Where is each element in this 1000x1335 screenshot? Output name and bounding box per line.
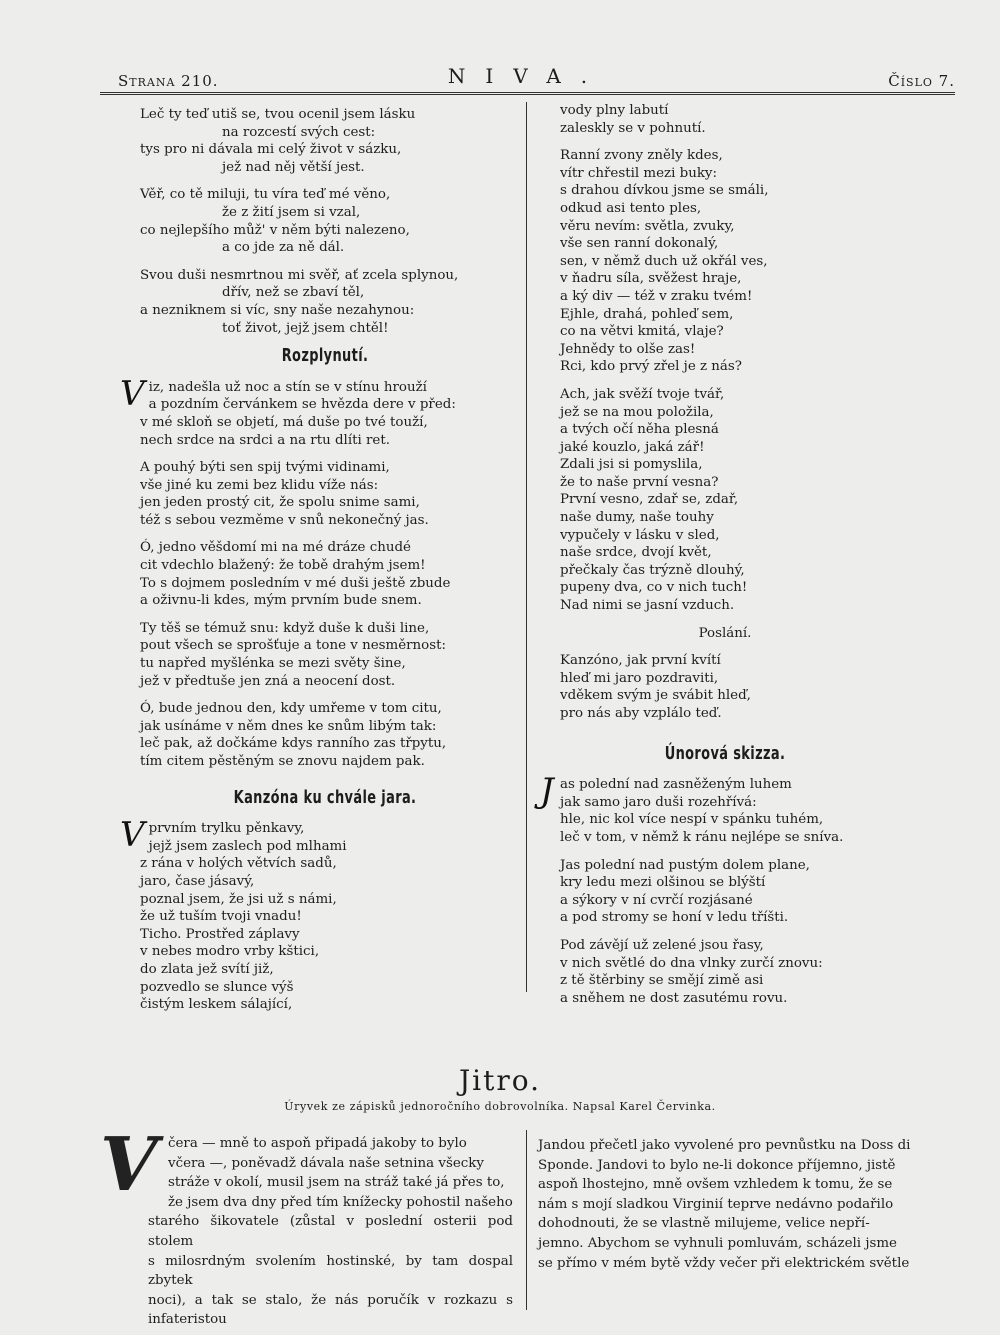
poem-line: odkud asi tento ples, [560,200,702,216]
poem-line: leč v tom, v němž k ránu nejlépe se sníva. [560,829,844,845]
stanza [140,267,510,337]
poem-line: v ňadru síla, svěžest hraje, [560,271,742,287]
article-title: Jitro. [458,1064,542,1097]
stanza [140,459,510,529]
poem-line: a tvých očí něha plesná [560,422,719,438]
stanza [560,937,890,1007]
poem-line: na rozcestí svých cest: [222,124,376,140]
poem-line: Jas polední nad pustým dolem plane, [560,857,810,873]
poem-line: sen, v němž duch už okřál ves, [560,253,768,269]
poem-line: čistým leskem sálající, [140,997,293,1013]
poem-title-rozplynuti: Rozplynutí. [281,345,369,367]
poem-line: poznal jsem, že jsi už s námi, [140,891,337,907]
poem-line: z tě štěrbiny se smějí zimě asi [560,973,764,989]
poem-line: a nezniknem si víc, sny naše nezahynou: [140,302,415,318]
page-header [100,62,955,92]
poem-line: a oživnu-li kdes, mým prvním bude snem. [140,593,422,609]
article-line: aspoň lhostejno, mně ovšem vzhledem k tomu, že se [538,1177,893,1193]
article-line: dohodnouti, že se vlastně milujeme, velice nepří- [538,1216,870,1232]
header-rule [100,92,955,95]
poem-line: leč pak, až dočkáme kdys ranního zas třpytu, [140,736,447,752]
poem-line: a pozdním červánkem se hvězda dere v před: [148,397,456,413]
poem-line: jak usínáme v něm dnes ke snům libým tak: [140,718,437,734]
poem-line: a sněhem ne dost zasutému rovu. [560,990,788,1006]
article-right-column [538,1136,954,1273]
poem-line: do zlata jež svítí již, [140,961,274,977]
stanza [540,771,890,846]
poem-line: že už tuším tvoji vnadu! [140,909,302,925]
page-number: Strana 210. [118,72,219,90]
article-subtitle: Úryvek ze zápisků jednoročního dobrovolníka. Napsal Karel Červinka. [284,1100,716,1113]
poem-line: A pouhý býti sen spij tvými vidinami, [140,460,390,476]
poem-line: vděkem svým je svábit hleď, [560,688,751,704]
poem-line: že z žití jsem si vzal, [222,204,361,220]
poem-line: Ranní zvony zněly kdes, [560,148,723,164]
poem-line: jaké kouzlo, jaká zář! [560,439,705,455]
poem-line: Ó, bude jednou den, kdy umřeme v tom citu, [140,701,442,717]
poem-line: Leč ty teď utiš se, tvou ocenil jsem lásku [140,107,416,122]
poem-line: Zdali jsi si pomyslila, [560,457,703,473]
poem-line: iz, nadešla už noc a stín se v stínu hrouží [148,379,427,395]
poem-line: vypučely v lásku v sled, [560,527,720,543]
poem-line: jež se na mou položila, [560,404,714,420]
poem-line: pout všech se sprošťuje a tone v nesměrnost: [140,638,447,654]
poem-line: přečkaly čas trýzně dlouhý, [560,562,745,578]
poem-line: První vesno, zdař se, zdař, [560,492,739,508]
stanza [140,539,510,609]
poem-line: pozvedlo se slunce výš [140,979,294,995]
poem-dropcap: V [120,373,145,414]
poem-line: Jehnědy to olše zas! [560,341,696,357]
poem-line: vody plny labutí [560,103,669,118]
poem-line: věru nevím: světla, zvuky, [560,218,735,234]
stanza [120,373,510,449]
poem-line: nech srdce na srdci a na rtu dlíti ret. [140,432,390,448]
poem-line: as polední nad zasněženým luhem [560,777,792,793]
article-dropcap: V [100,1122,158,1208]
article-line: stráže v okolí, musil jsem na stráž také já přes to, [168,1175,505,1191]
poem-line: tím citem pěstěným se znovu najdem pak. [140,754,425,769]
stanza [560,102,890,137]
poem-line: v mé skloň se objetí, má duše po tvé touží, [140,414,428,430]
poem-line: zaleskly se v pohnutí. [560,120,706,136]
poem-line: jen jeden prostý cit, že spolu snime sami, [140,495,420,511]
stanza [140,186,510,256]
poem-line: a sýkory v ní cvrčí rozjásané [560,892,753,908]
poem-line: Svou duši nesmrtnou mi svěř, ať zcela splynou, [140,267,459,283]
poem-line: To s dojmem posledním v mé duši ještě zbude [140,575,451,591]
poem-line: dřív, než se zbaví těl, [222,285,365,301]
poem-love [140,106,510,337]
poem-line: Věř, co tě miluji, tu víra teď mé věno, [140,187,391,203]
column-divider [526,102,527,992]
article-left-column [118,1134,513,1330]
poem-dropcap: V [120,815,145,856]
poem-line: hleď mi jaro pozdraviti, [560,670,719,686]
poslani-stanza [560,652,890,722]
right-column [540,102,890,1017]
article-line: s milosrdným svolením hostinské, by tam dospal zbytek [148,1253,513,1289]
poem-line: a ký div — též v zraku tvém! [560,288,753,304]
stanza [140,106,510,176]
poem-line: a pod stromy se honí v ledu tříšti. [560,910,789,926]
poem-line: prvním trylku pěnkavy, [148,821,305,837]
article-column-divider [526,1130,527,1310]
poem-line: Nad nimi se jasní vzduch. [560,598,735,614]
poem-line: Ach, jak svěží tvoje tvář, [560,386,725,402]
article-line: jemno. Abychom se vyhnuli pomluvám, scházeli jsme [538,1235,897,1251]
poem-line: též s sebou vezměme v snů nekonečný jas. [140,512,429,528]
poem-line: co nejlepšího můž' v něm býti nalezeno, [140,222,410,238]
poem-line: v nebes modro vrby kštici, [140,944,320,960]
issue-number: Číslo 7. [888,72,955,90]
poem-line: vše jiné ku zemi bez klidu víže nás: [140,477,379,493]
poem-line: tu napřed myšlénka se mezi světy šine, [140,656,406,672]
poem-line: hle, nic kol více nespí v spánku tuhém, [560,812,824,828]
poem-line: Pod závějí už zelené jsou řasy, [560,937,764,953]
poem-line: cit vdechlo blažený: že tobě drahým jsem! [140,558,426,574]
poem-line: kry ledu mezi olšinou se blýští [560,875,766,891]
poem-line: jak samo jaro duši rozehřívá: [560,794,757,810]
poem-line: Kanzóno, jak první kvítí [560,653,721,669]
poem-line: z rána v holých větvích sadů, [140,856,337,872]
poem-rozplynuti [120,373,510,771]
poem-line: co na větvi kmitá, vlaje? [560,324,724,340]
poem-line: Rci, kdo prvý zřel je z nás? [560,359,742,375]
poem-line: vše sen ranní dokonalý, [560,236,719,252]
poem-kanzona-continued [560,102,890,615]
stanza [560,147,890,376]
poem-line: jejž jsem zaslech pod mlhami [148,838,347,854]
poem-line: pupeny dva, co v nich tuch! [560,580,748,596]
poslani-title: Poslání. [698,625,752,641]
stanza [140,620,510,690]
magazine-name: NIVA. [447,64,608,88]
article-line: včera —, poněvadž dávala naše setnina všecky [168,1155,484,1171]
poem-line: jaro, čase jásavý, [140,873,255,889]
article-line: se přímo v mém bytě vždy večer při elektrickém světle [538,1255,910,1271]
article-line: že jsem dva dny před tím knížecky pohostil našeho [168,1194,513,1210]
poem-line: tys pro ni dávala mi celý život v sázku, [140,142,402,158]
poem-line: Ó, jedno věšdomí mi na mé dráze chudé [140,540,411,556]
poem-line: že to naše první vesna? [560,474,719,490]
poem-line: Ty těš se témuž snu: když duše k duši line, [140,620,430,636]
article-line: noci), a tak se stalo, že nás poručík v rozkazu s infateristou [148,1292,513,1328]
poem-line: naše dumy, naše touhy [560,510,714,526]
poem-line: Ejhle, drahá, pohleď sem, [560,306,734,322]
poem-line: naše srdce, dvojí květ, [560,545,712,561]
article-line: Sponde. Jandovi to bylo ne-li dokonce příjemno, jistě [538,1157,896,1173]
article-line: čera — mně to aspoň připadá jakoby to bylo [168,1136,467,1151]
poem-title-unorova: Únorová skizza. [664,742,786,764]
poem-line: s drahou dívkou jsme se smáli, [560,183,769,199]
poem-title-kanzona: Kanzóna ku chvále jara. [233,786,417,808]
poem-line: a co jde za ně dál. [222,240,345,256]
article-line: starého šikovatele (zůstal v poslední osterii pod stolem [148,1214,513,1249]
article-line: nám s mojí sladkou Virginií teprve nedávno podařilo [538,1196,894,1212]
poem-line: pro nás aby vzplálo teď. [560,706,722,721]
stanza [120,815,510,1014]
poem-dropcap: J [540,771,554,812]
poem-line: toť život, jejž jsem chtěl! [222,320,389,336]
poem-line: v nich světlé do dna vlnky zurčí znovu: [560,955,823,971]
poem-line: jež nad něj větší jest. [222,159,365,175]
poem-line: vítr chřestil mezi buky: [560,165,718,181]
poem-line: Ticho. Prostřed záplavy [140,926,300,942]
stanza [560,386,890,615]
left-column [120,106,510,1024]
poem-kanzona [120,815,510,1014]
article-line: Jandou přečetl jako vyvolené pro pevnůstku na Doss di [538,1138,911,1153]
stanza [140,700,510,770]
poem-unorova-skizza [540,771,890,1007]
poem-line: jež v předtuše jen zná a neocení dost. [140,673,396,689]
stanza [560,857,890,927]
